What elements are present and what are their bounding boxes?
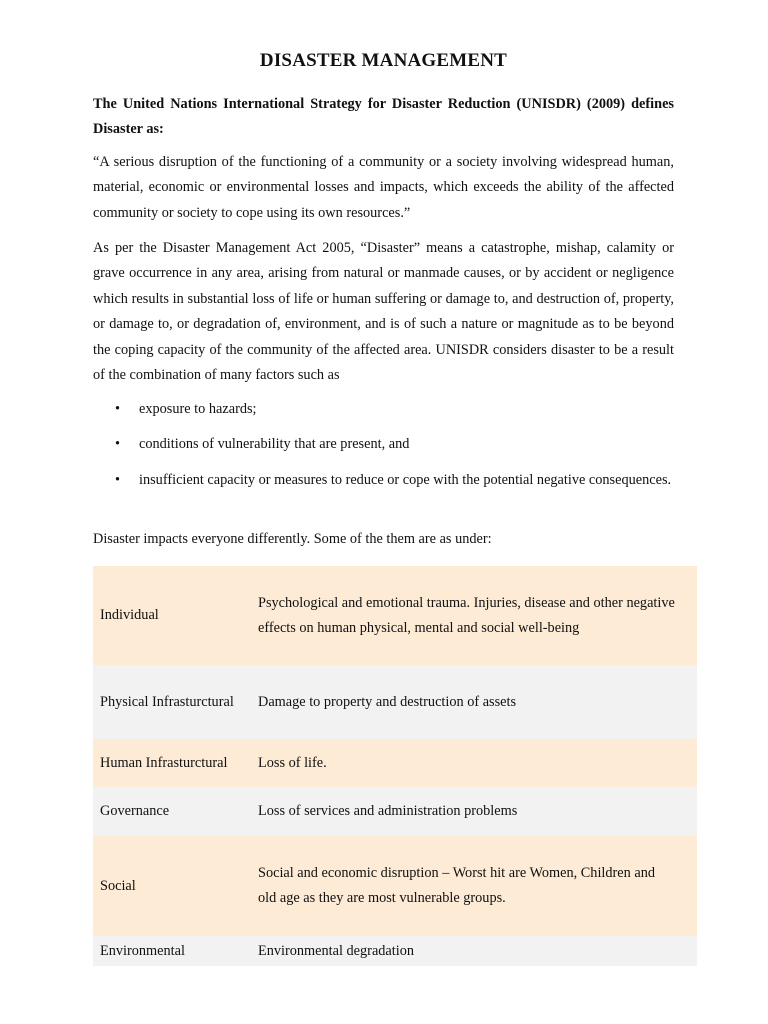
impact-description <box>251 836 697 936</box>
page-title: DISASTER MANAGEMENT <box>259 50 508 71</box>
impacts-table <box>93 566 697 966</box>
impact-category: Individual <box>93 566 251 665</box>
impact-description <box>251 787 697 836</box>
factor-text: conditions of vulnerability that are present, and <box>139 436 410 453</box>
definition-quote: “A serious disruption of the functioning of a community or a society involving widespread human, material, economic or environmental losses and impacts, which exceeds the ability of the affected community or society to cope using its own resources.” <box>93 154 674 221</box>
impact-line: Psychological and emotional trauma. Injuries, disease and other negative <box>258 594 675 611</box>
impact-description <box>251 936 697 966</box>
list-item <box>93 397 674 422</box>
bullet-icon: • <box>115 436 121 453</box>
table-row <box>93 787 697 836</box>
list-item <box>93 432 674 457</box>
impacts-intro: Disaster impacts everyone differently. Some of the them are as under: <box>93 531 492 547</box>
impact-category: Environmental <box>93 936 251 966</box>
factor-text: exposure to hazards; <box>139 401 257 417</box>
impact-line: effects on human physical, mental and social well-being <box>258 619 580 636</box>
bullet-icon: • <box>115 471 121 488</box>
impact-description <box>251 665 697 739</box>
impact-category: Human Infrasturctural <box>93 739 251 787</box>
impact-category: Physical Infrasturctural <box>93 665 251 739</box>
factor-text: insufficient capacity or measures to reduce or cope with the potential negative consequences. <box>139 471 672 488</box>
impact-category: Governance <box>93 787 251 836</box>
impact-line: Loss of services and administration problems <box>258 803 518 819</box>
table-row <box>93 836 697 936</box>
act-paragraph: As per the Disaster Management Act 2005, “Disaster” means a catastrophe, mishap, calamity or grave occurrence in any area, arising from natural or manmade causes, or by accident or negligence which results in substantial loss of life or human suffering or damage to, and destruction of, property, or damage to, or degradation of, environment, and is of such a nature or magnitude as to be beyond the coping capacity of the community of the affected area. UNISDR considers disaster to be a result of the combination of many factors such as <box>93 240 674 384</box>
impact-line: Loss of life. <box>258 754 327 771</box>
table-row <box>93 936 697 966</box>
impact-line: Damage to property and destruction of assets <box>258 693 517 710</box>
bullet-icon: • <box>115 401 121 417</box>
impact-line: Environmental degradation <box>258 942 415 959</box>
table-row <box>93 566 697 665</box>
table-row <box>93 739 697 787</box>
impact-description <box>251 739 697 787</box>
impact-line: old age as they are most vulnerable groups. <box>258 890 506 906</box>
list-item <box>93 468 674 493</box>
intro-paragraph: The United Nations International Strategy for Disaster Reduction (UNISDR) (2009) defines Disaster as: <box>93 96 674 138</box>
impact-category: Social <box>93 836 251 936</box>
factors-list <box>93 397 674 503</box>
impact-line: Social and economic disruption – Worst hit are Women, Children and <box>258 865 656 881</box>
impact-description <box>251 566 697 665</box>
table-row <box>93 665 697 739</box>
